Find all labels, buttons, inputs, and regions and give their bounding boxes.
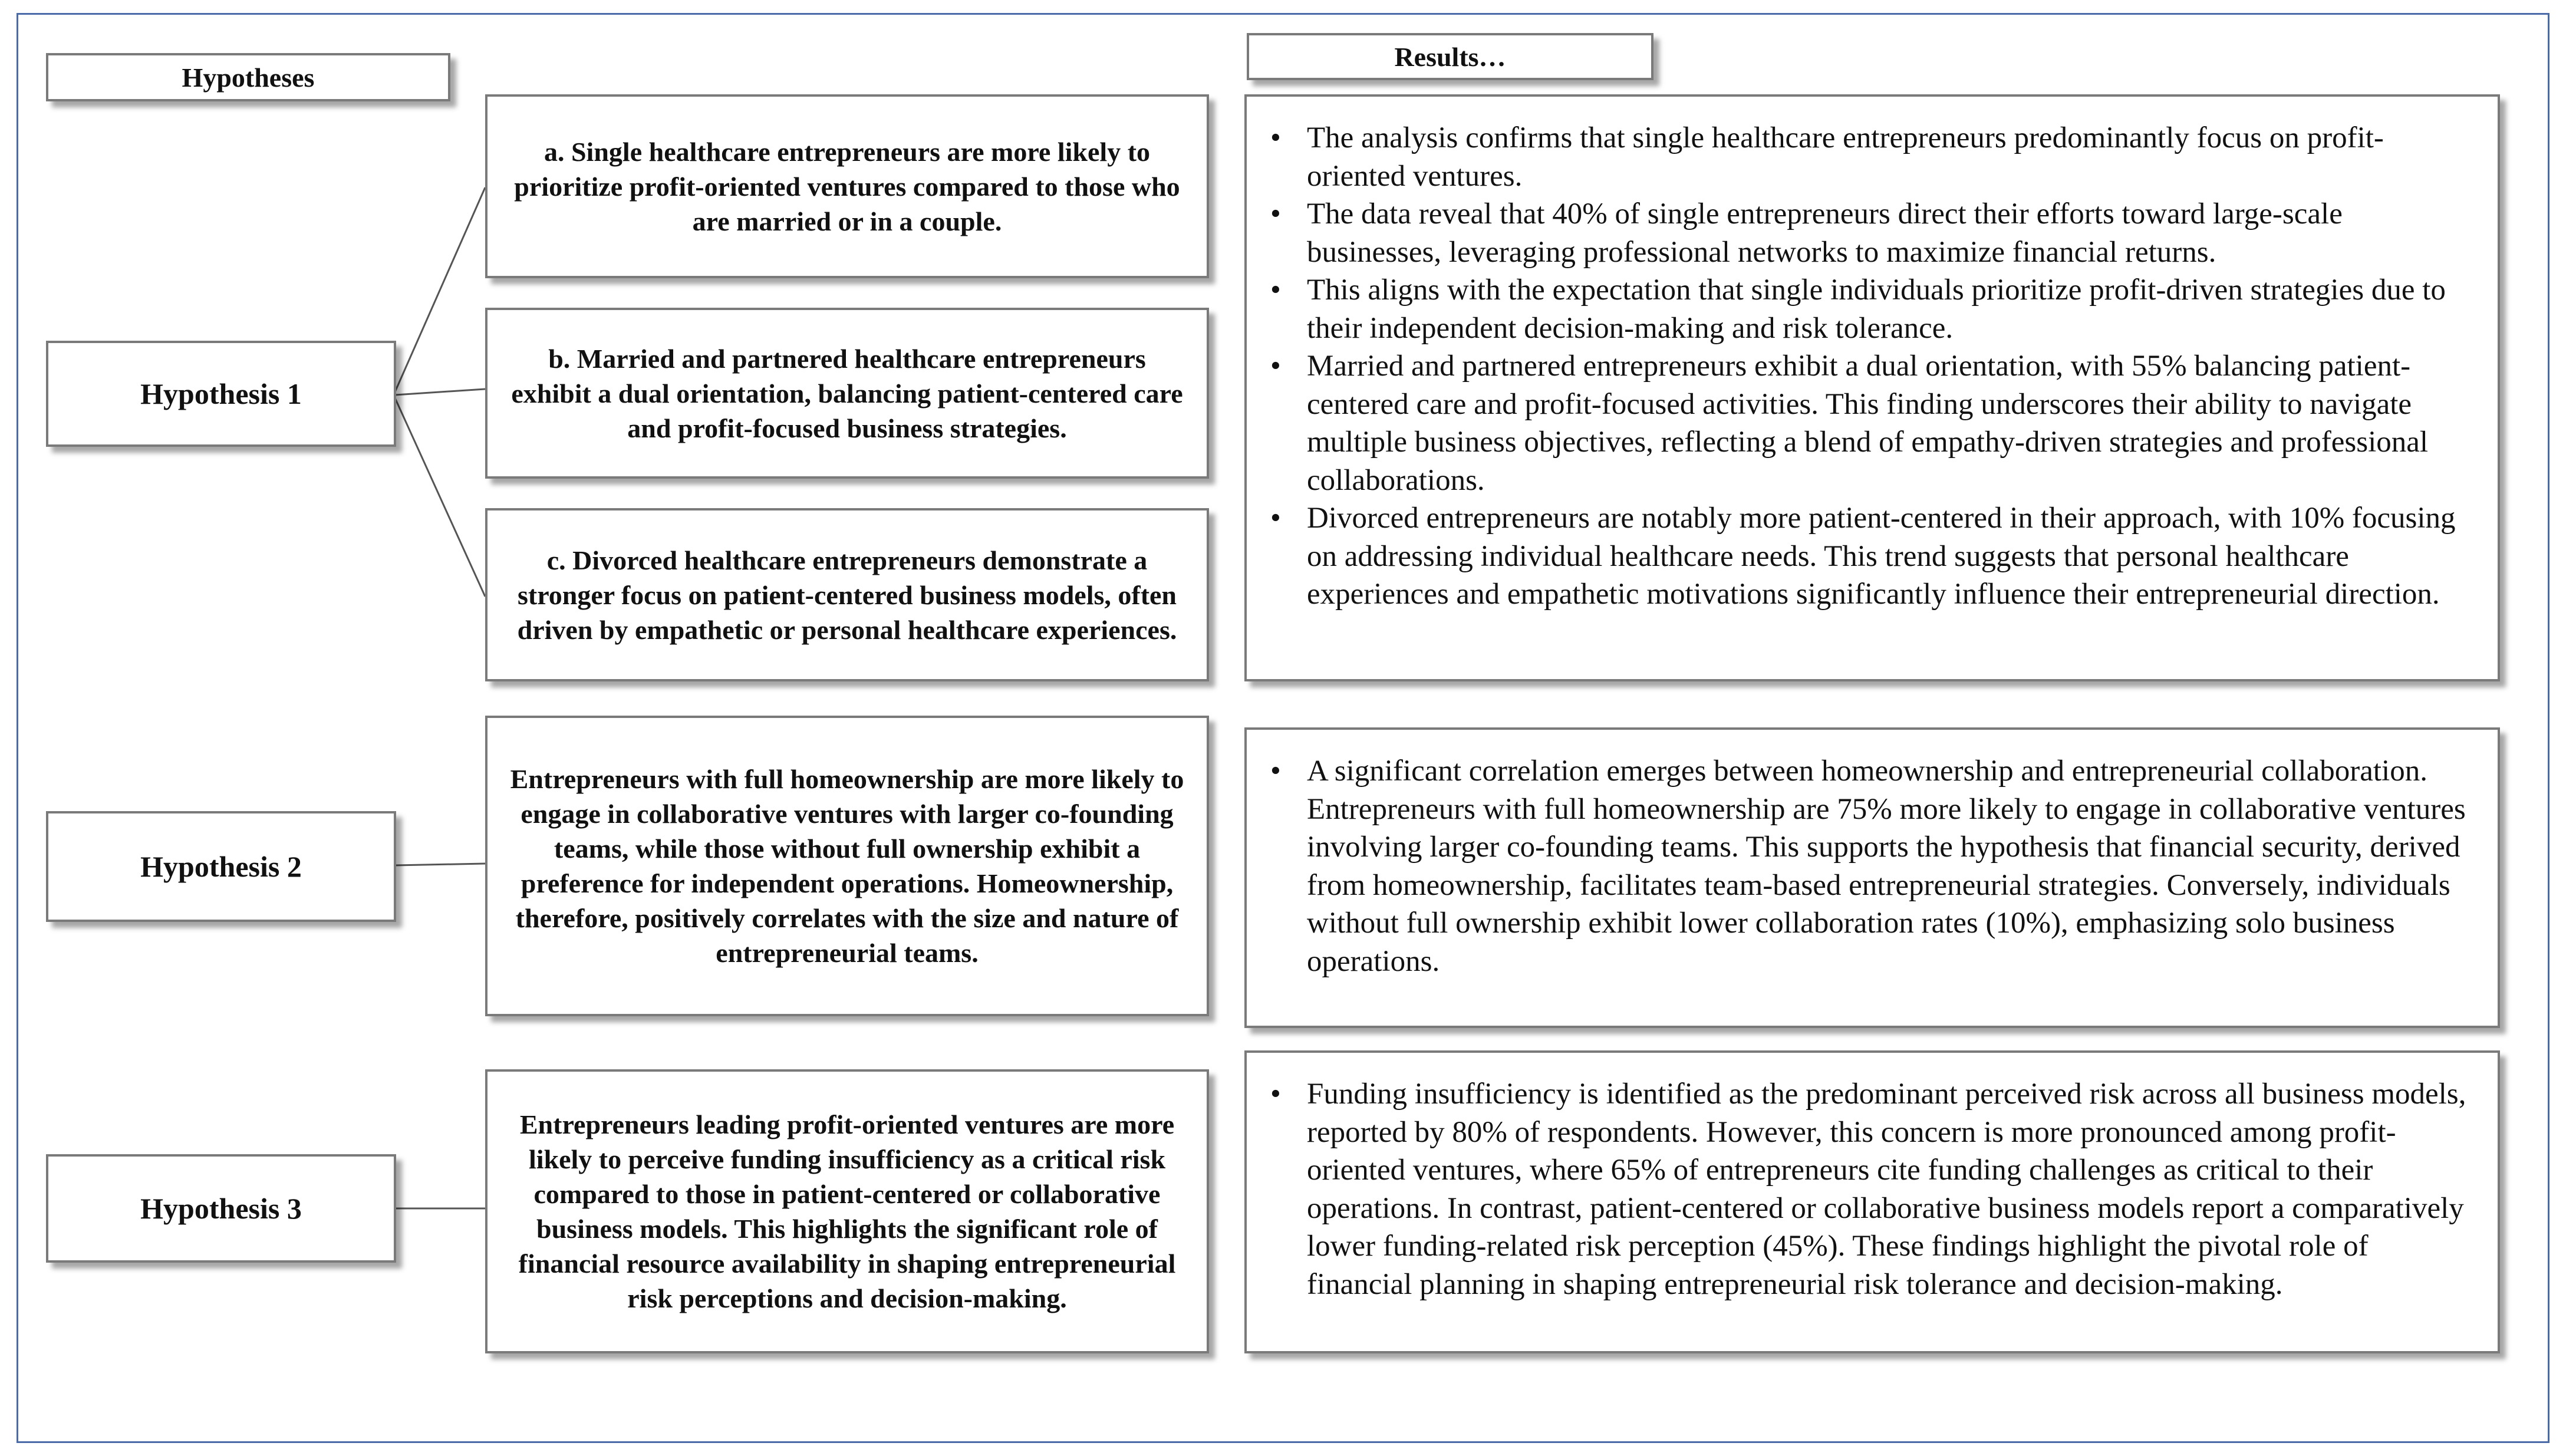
hypothesis-1c-text: c. Divorced healthcare entrepreneurs demonstrate a stronger focus on patient-centered business models, often driven by empathetic or personal healthcare experiences. [517, 545, 1177, 645]
results-1-item: • This aligns with the expectation that single individuals prioritize profit-driven strategies due to their independent decision-making and risk tolerance. [1270, 271, 2474, 347]
results-header-label: Results… [1394, 41, 1506, 72]
hypothesis-2-label: Hypothesis 2 [140, 850, 302, 883]
hypotheses-header-label: Hypotheses [182, 62, 315, 93]
hypothesis-1a-box [485, 94, 1209, 278]
hypothesis-3-statement-box [485, 1069, 1209, 1353]
results-1-item: • The analysis confirms that single healthcare entrepreneurs predominantly focus on profit-oriented ventures. [1270, 119, 2474, 195]
results-2-box [1244, 727, 2500, 1028]
results-header [1247, 33, 1653, 80]
hypothesis-2-statement-box [485, 716, 1209, 1016]
hypothesis-1b-box [485, 308, 1209, 479]
hypothesis-3-text: Entrepreneurs leading profit-oriented ventures are more likely to perceive funding insufficiency as a critical risk compared to those in patient-centered or collaborative business models. This highlights the significant role of financial resource availability in shaping entrepreneurial risk perceptions and decision-making. [518, 1109, 1176, 1313]
results-3-item: • Funding insufficiency is identified as the predominant perceived risk across all business models, reported by 80% of respondents. However, this concern is more pronounced among profit-oriented ventures, where 65% of entrepreneurs cite funding challenges as critical to their operations. In contrast, patient-centered or collaborative business models report a comparatively lower funding-related risk perception (45%). These findings highlight the pivotal role of financial planning in shaping entrepreneurial risk tolerance and decision-making. [1270, 1075, 2474, 1303]
hypothesis-1c-box [485, 508, 1209, 681]
hypothesis-2-box [46, 811, 396, 922]
results-2-item: • A significant correlation emerges between homeownership and entrepreneurial collaboration. Entrepreneurs with full homeownership are 75% more likely to engage in collaborative ventures involving larger co-founding teams. This supports the hypothesis that financial security, derived from homeownership, facilitates team-based entrepreneurial strategies. Conversely, individuals without full ownership exhibit lower collaboration rates (10%), emphasizing solo business operations. [1270, 752, 2474, 980]
results-1-list [1270, 119, 2474, 614]
connector-h2 [395, 864, 485, 865]
hypothesis-3-box [46, 1154, 396, 1263]
results-1-item: • The data reveal that 40% of single entrepreneurs direct their efforts toward large-scale businesses, leveraging professional networks to maximize financial returns. [1270, 195, 2474, 271]
hypothesis-1a-text: a. Single healthcare entrepreneurs are more likely to prioritize profit-oriented ventures compared to those who are married or in a couple. [514, 136, 1180, 236]
results-2-list [1270, 752, 2474, 980]
hypotheses-header [46, 53, 450, 101]
hypothesis-3-label: Hypothesis 3 [140, 1192, 302, 1225]
connector-h1c [395, 398, 485, 597]
connector-h1b [395, 389, 485, 395]
hypothesis-1-box [46, 341, 396, 447]
results-1-item: • Married and partnered entrepreneurs exhibit a dual orientation, with 55% balancing patient-centered care and profit-focused activities. This finding underscores their ability to navigate multiple business objectives, reflecting a blend of empathy-driven strategies and professional collaborations. [1270, 347, 2474, 499]
connector-h1a [395, 187, 485, 392]
results-1-item: • Divorced entrepreneurs are notably more patient-centered in their approach, with 10% focusing on addressing individual healthcare needs. This trend suggests that personal healthcare experiences and empathetic motivations significantly influence their entrepreneurial direction. [1270, 499, 2474, 614]
hypothesis-1-label: Hypothesis 1 [140, 377, 302, 410]
results-3-list [1270, 1075, 2474, 1303]
results-1-box [1244, 94, 2500, 681]
results-3-box [1244, 1050, 2500, 1353]
hypothesis-1b-text: b. Married and partnered healthcare entrepreneurs exhibit a dual orientation, balancing patient-centered care and profit-focused business strategies. [511, 343, 1183, 443]
hypothesis-2-text: Entrepreneurs with full homeownership are more likely to engage in collaborative ventures with larger co-founding teams, while those without full ownership exhibit a preference for independent operations. Homeownership, therefore, positively correlates with the size and nature of entrepreneurial teams. [510, 764, 1184, 968]
